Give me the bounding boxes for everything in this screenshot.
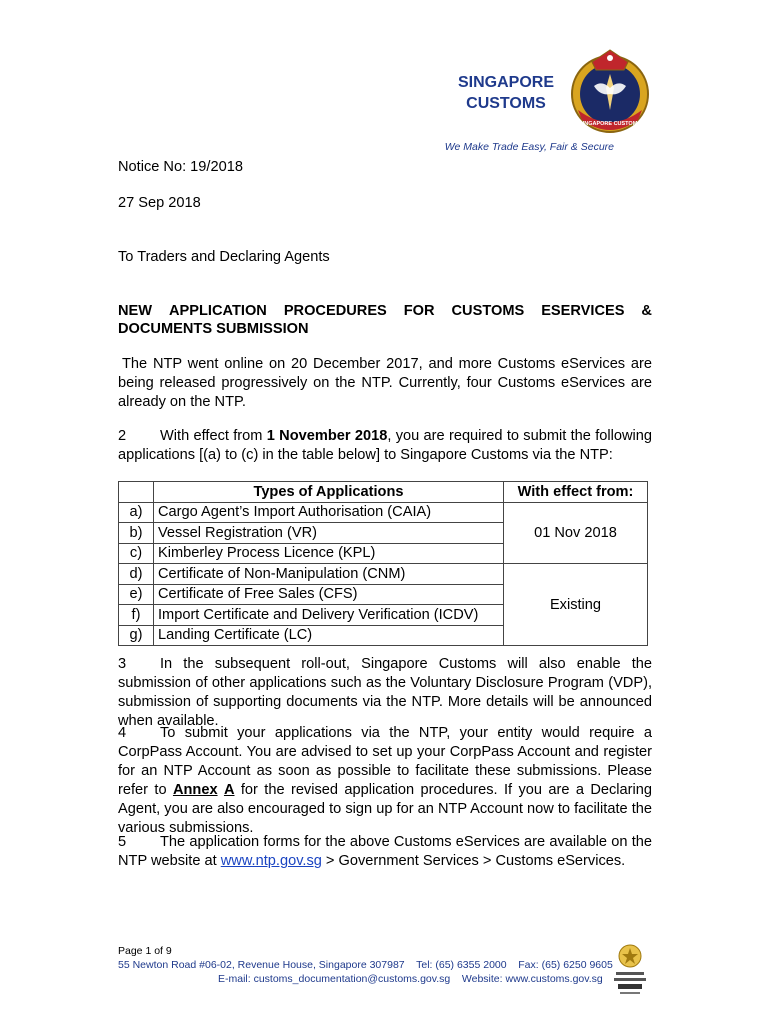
row-type: Kimberley Process Licence (KPL) xyxy=(154,543,504,564)
row-letter: e) xyxy=(119,584,154,605)
row-date: Existing xyxy=(504,564,648,646)
footer-address-row xyxy=(118,958,613,972)
org-name-line1: SINGAPORE xyxy=(457,74,554,91)
paragraph-4: 4 To submit your applications via the NTP, your entity would require a CorpPass Account. You are advised to set up your CorpPass Account and register for an NTP Account as soon as possible to facilitate these submissions. Please refer to Annex A for the revised application procedures. If you are a Declaring Agent, you are also encouraged to sign up for an NTP Account now to facilitate the various submissions. xyxy=(118,725,653,836)
quality-award-logo xyxy=(608,942,652,1002)
ntp-website-link[interactable]: www.ntp.gov.sg xyxy=(220,853,322,869)
title-word: PROCEDURES xyxy=(283,303,387,319)
row-type: Cargo Agent’s Import Authorisation (CAIA) xyxy=(154,502,504,523)
annex-letter: A xyxy=(223,782,235,798)
footer-fax: Fax: (65) 6250 9605 xyxy=(518,959,613,971)
crest-text: SINGAPORE CUSTOMS xyxy=(579,121,641,127)
footer-website: Website: www.customs.gov.sg xyxy=(461,973,603,985)
paragraph-3: 3 In the subsequent roll-out, Singapore Customs will also enable the submission of other applications such as the Voluntary Disclosure Program (VDP), submission of supporting documents via the NTP. More details will be announced when available. xyxy=(118,656,652,729)
title-word: FOR xyxy=(403,303,435,319)
title-word: APPLICATION xyxy=(169,303,267,319)
paragraph-number: 3 xyxy=(118,656,127,672)
footer-contact-row xyxy=(118,972,603,986)
row-letter: g) xyxy=(119,625,154,646)
addressee: To Traders and Declaring Agents xyxy=(118,249,330,265)
table-header-blank xyxy=(119,482,154,503)
paragraph-number: 2 xyxy=(118,428,127,444)
customs-crest-logo xyxy=(564,44,656,136)
row-letter: c) xyxy=(119,543,154,564)
org-name-line2: CUSTOMS xyxy=(466,95,546,112)
table-header-types: Types of Applications xyxy=(154,482,504,503)
row-letter: a) xyxy=(119,502,154,523)
footer-email: E-mail: customs_documentation@customs.gov.sg xyxy=(218,973,451,985)
row-letter: d) xyxy=(119,564,154,585)
paragraph-5: 5 The application forms for the above Customs eServices are available on the NTP website at www.ntp.gov.sg > Government Services > Customs eServices. xyxy=(118,834,652,869)
table-header-row xyxy=(119,482,648,503)
footer-address: 55 Newton Road #06-02, Revenue House, Singapore 307987 xyxy=(118,959,405,971)
row-type: Certificate of Non-Manipulation (CNM) xyxy=(154,564,504,585)
page-number: Page 1 of 9 xyxy=(118,945,172,957)
title-word: NEW xyxy=(118,303,153,319)
row-letter: b) xyxy=(119,523,154,544)
row-type: Import Certificate and Delivery Verification (ICDV) xyxy=(154,605,504,626)
tagline: We Make Trade Easy, Fair & Secure xyxy=(444,141,614,153)
row-type: Vessel Registration (VR) xyxy=(154,523,504,544)
org-name xyxy=(444,72,568,114)
notice-date: 27 Sep 2018 xyxy=(118,195,201,211)
title-line1 xyxy=(118,302,652,320)
title-word: & xyxy=(641,303,652,319)
title-word: CUSTOMS xyxy=(451,303,525,319)
annex-reference: Annex xyxy=(172,782,218,798)
row-letter: f) xyxy=(119,605,154,626)
title-line2: DOCUMENTS SUBMISSION xyxy=(118,321,309,337)
paragraph-number: 4 xyxy=(118,725,127,741)
footer xyxy=(118,944,613,986)
table-row xyxy=(119,502,648,523)
row-type: Landing Certificate (LC) xyxy=(154,625,504,646)
row-type: Certificate of Free Sales (CFS) xyxy=(154,584,504,605)
notice-number: Notice No: 19/2018 xyxy=(118,159,243,175)
title-word: ESERVICES xyxy=(541,303,625,319)
row-date: 01 Nov 2018 xyxy=(504,502,648,564)
applications-table xyxy=(118,481,648,646)
effective-date: 1 November 2018 xyxy=(266,428,388,444)
table-row xyxy=(119,564,648,585)
table-header-date: With effect from: xyxy=(504,482,648,503)
footer-tel: Tel: (65) 6355 2000 xyxy=(416,959,507,971)
paragraph-2: 2 With effect from 1 November 2018, you are required to submit the following applications [(a) to (c) in the table below] to Singapore Customs via the NTP: xyxy=(118,428,652,463)
paragraph-1: The NTP went online on 20 December 2017, and more Customs eServices are being released progressively on the NTP. Currently, four Customs eServices are already on the NTP. xyxy=(118,356,652,410)
paragraph-number: 5 xyxy=(118,834,127,850)
